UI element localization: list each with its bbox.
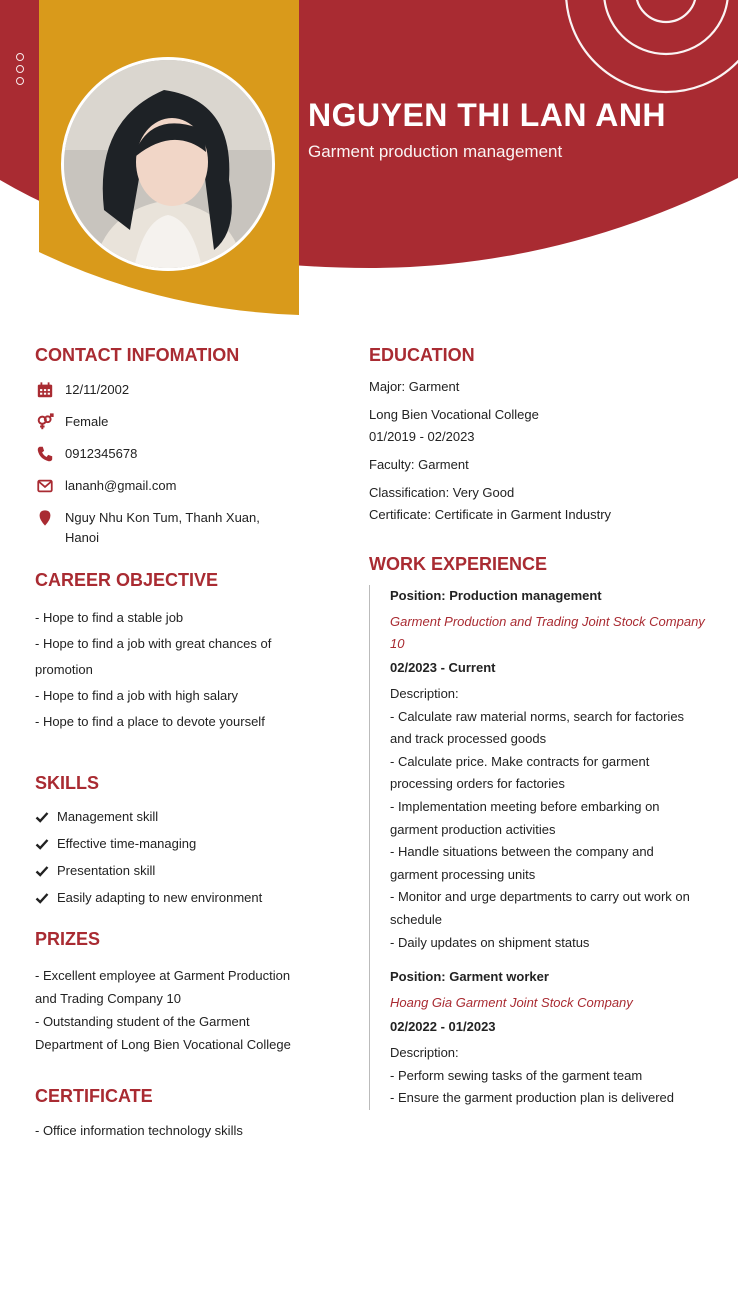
skill-item: Easily adapting to new environment [35, 889, 310, 907]
education-period: 01/2019 - 02/2023 [369, 429, 475, 444]
certificate-item: - Office information technology skills [35, 1123, 243, 1138]
certificate-heading: CERTIFICATE [35, 1086, 153, 1106]
work-timeline [369, 585, 709, 1110]
work-heading: WORK EXPERIENCE [369, 554, 548, 574]
skills-heading: SKILLS [35, 773, 100, 793]
check-icon [35, 837, 49, 851]
job-position: Position: Garment worker [390, 969, 549, 985]
skill-item: Management skill [35, 808, 310, 826]
job-description-label: Description: [390, 1045, 459, 1061]
job-period: 02/2023 - Current [390, 660, 496, 675]
contact-address: Nguy Nhu Kon Tum, Thanh Xuan, Hanoi [35, 508, 310, 548]
job-entry: Position: Production management Garment Production and Trading Joint Stock Company 10 02/2023 - Current Description: - Calculate raw material norms, search for factories and track processed goods - Calculate price. Make contracts for garment processing orders for factories - Implementation meeting before embarking on garment production activities - Handle situations between the company and garment processing units - Monitor and urge departments to carry out work on schedule - Daily updates on shipment status [390, 585, 709, 954]
education-classification: Classification: Very Good [369, 485, 515, 500]
contact-heading: CONTACT INFOMATION [35, 345, 240, 365]
contact-gender: Female [35, 412, 310, 432]
education-certificate: Certificate: Certificate in Garment Industry [369, 507, 612, 522]
education-major: Major: Garment [369, 379, 460, 394]
prizes-heading: PRIZES [35, 929, 101, 949]
right-column [369, 345, 709, 1110]
job-company: Hoang Gia Garment Joint Stock Company [390, 995, 633, 1011]
job-position: Position: Production management [390, 588, 602, 603]
contact-phone: 0912345678 [35, 444, 310, 464]
left-column [35, 345, 310, 1141]
email-icon [35, 476, 55, 496]
skills-list [35, 808, 310, 907]
check-icon [35, 810, 49, 824]
contact-birthdate: 12/11/2002 [35, 380, 310, 400]
job-entry: Position: Garment worker Hoang Gia Garment Joint Stock Company 02/2022 - 01/2023 Description: - Perform sewing tasks of the garment team - Ensure the garment production plan is delivered [390, 966, 709, 1110]
education-school: Long Bien Vocational College [369, 407, 539, 422]
candidate-name: NGUYEN THI LAN ANH [308, 97, 667, 133]
calendar-icon [35, 380, 55, 400]
objective-heading: CAREER OBJECTIVE [35, 570, 219, 590]
education-heading: EDUCATION [369, 345, 475, 365]
objective-list: - Hope to find a stable job - Hope to find a job with great chances of promotion - Hope to find a job with high salary - Hope to find a place to devote yourself [35, 610, 272, 729]
avatar [61, 57, 275, 271]
education-faculty: Faculty: Garment [369, 457, 469, 472]
contact-email: lananh@gmail.com [35, 476, 310, 496]
gender-icon [35, 412, 55, 432]
job-company: Garment Production and Trading Joint Stock Company 10 [390, 614, 705, 651]
candidate-title: Garment production management [308, 142, 563, 161]
job-period: 02/2022 - 01/2023 [390, 1019, 496, 1035]
menu-dots [16, 53, 28, 89]
location-icon [35, 508, 55, 528]
skill-item: Effective time-managing [35, 835, 310, 853]
job-description-label: Description: [390, 686, 459, 701]
skill-item: Presentation skill [35, 862, 310, 880]
check-icon [35, 864, 49, 878]
prizes-list: - Excellent employee at Garment Production and Trading Company 10 - Outstanding student of the Garment Department of Long Bien Vocational College [35, 968, 291, 1052]
check-icon [35, 891, 49, 905]
phone-icon [35, 444, 55, 464]
